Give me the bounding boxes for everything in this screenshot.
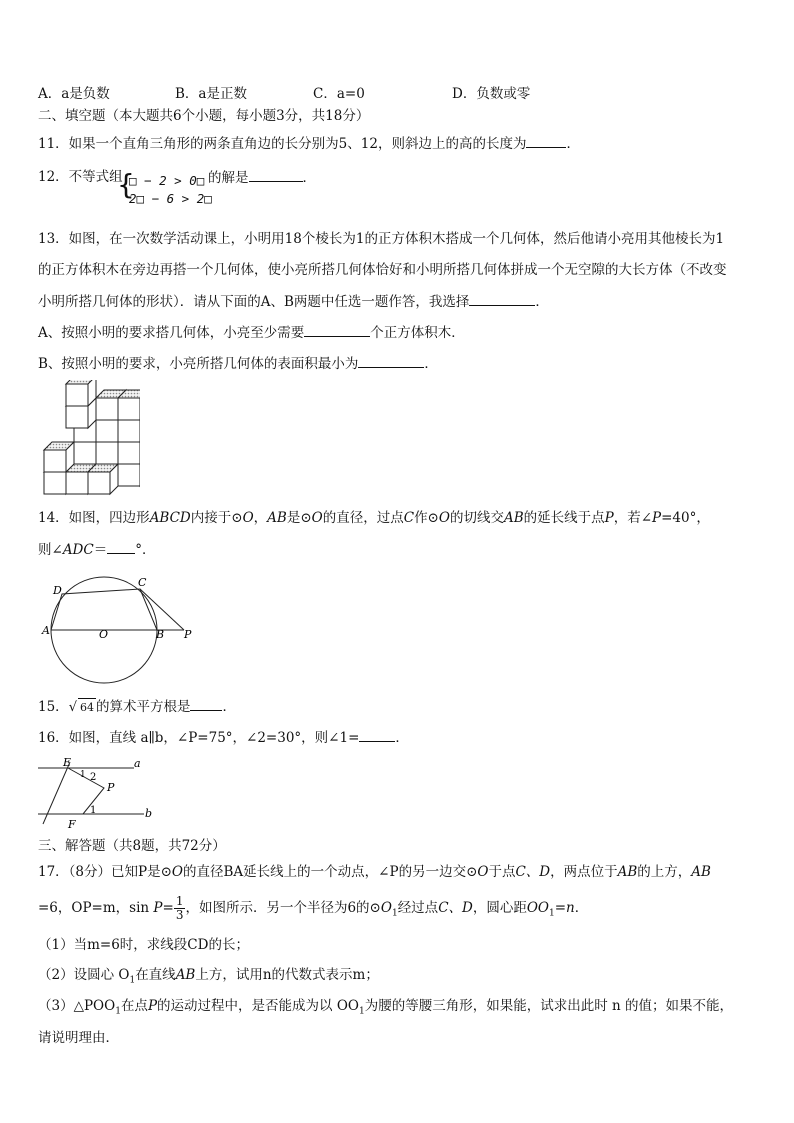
label-angle-sub: 1 — [80, 770, 86, 780]
fraction-one-third — [174, 895, 186, 922]
q14-mid5: 的切线交 — [449, 510, 504, 526]
parallel-figure — [38, 755, 158, 833]
q17-sub2-pre: （2）设圆心 O — [38, 967, 130, 983]
fraction-numerator: 1 — [175, 894, 184, 908]
q14-blank — [107, 540, 135, 554]
cube-front-face — [44, 472, 66, 494]
q13-part-a-tail: 个正方体积木． — [370, 325, 465, 341]
quad-dca — [51, 589, 157, 630]
option-b: B．a是正数 — [175, 86, 247, 102]
q17-sub2-tail: 上方，试用n的代数式表示m； — [195, 967, 379, 983]
q14-o3: O — [438, 510, 450, 526]
brace-icon: { — [117, 168, 135, 201]
q14-mid1: 内接于⊙ — [190, 510, 243, 526]
q17-sub3-s2: 1 — [358, 1006, 365, 1017]
q17-sub3-p: P — [147, 998, 158, 1014]
q14-abcd: ABCD — [149, 510, 191, 526]
q17-line1-pre: 17．（8分）已知P是⊙ — [38, 864, 172, 880]
fraction-denominator: 3 — [175, 908, 184, 922]
q17-sin: sin — [129, 900, 150, 916]
q14-mid7: ，若∠ — [613, 510, 653, 526]
q17-ab2: AB — [691, 864, 711, 880]
q17-sub1: （1）当m=6时，求线段CD的长； — [38, 937, 249, 953]
label-line-b: b — [145, 807, 153, 820]
cube-front-face — [96, 420, 118, 442]
q14-ab: AB — [267, 510, 287, 526]
q17-line1 — [38, 863, 711, 881]
cube-front-face — [66, 472, 88, 494]
cube-front-face — [96, 398, 118, 420]
q15-blank — [190, 697, 222, 711]
label-e: E — [63, 756, 72, 769]
q17-eq2: = — [554, 900, 567, 916]
q16-text: 16．如图，直线 a∥b，∠P=75°，∠2=30°，则∠1= — [38, 730, 360, 746]
q16-blank — [359, 728, 395, 742]
q14-p2: P — [652, 510, 662, 526]
tangent-cp — [140, 589, 184, 630]
q13-part-b-tail: ． — [424, 356, 438, 372]
q13-line3-tail: ． — [535, 294, 549, 310]
section3-title: 三、解答题（共8题，共72分） — [38, 838, 226, 854]
q14-pre: 14．如图，四边形 — [38, 510, 150, 526]
q14-c: C — [403, 510, 415, 526]
circle-figure — [38, 572, 198, 684]
section2-title: 二、填空题（本大题共6个小题，每小题3分，共18分） — [38, 108, 370, 124]
label-o: O — [99, 628, 109, 641]
option-c: C．a=0 — [313, 86, 365, 102]
q17-ab: AB — [617, 864, 638, 880]
q14-mid6: 的延长线于点 — [523, 510, 605, 526]
q12-row2: 2□ − 6 > 2□ — [129, 191, 212, 206]
q14-o2: O — [311, 510, 323, 526]
cube-front-face — [88, 472, 110, 494]
q14-line2-mid: ＝ — [93, 542, 108, 558]
q13-line1: 13．如图，在一次数学活动课上，小明用18个棱长为1的正方体积木搭成一个几何体，然后他请小亮用其他棱长为1 — [38, 231, 725, 247]
q12-row1: □ − 2 > 0□ — [129, 173, 205, 188]
q17-line1-mid2: 于点 — [488, 864, 516, 880]
q17-sub3 — [38, 997, 733, 1021]
q17-cd2: C、D — [438, 900, 473, 916]
label-angle-2: 2 — [90, 772, 97, 783]
q17-line2-mid: ，如图所示．另一个半径为6的⊙ — [185, 900, 381, 916]
q14-p: P — [604, 510, 614, 526]
q13-line3-text: 小明所搭几何体的形状）．请从下面的A、B两题中任选一题作答，我选择 — [38, 294, 470, 310]
label-line-a: a — [134, 757, 141, 770]
cube-front-face — [44, 450, 66, 472]
q12-suffix-line — [208, 168, 316, 187]
q11-text: 11．如果一个直角三角形的两条直角边的长分别为5、12，则斜边上的高的长度为 — [38, 136, 527, 152]
q13-choice-blank — [469, 292, 535, 306]
q17-n: n — [566, 900, 575, 916]
question-14-line1 — [38, 509, 710, 527]
option-a: A．a是负数 — [38, 86, 110, 102]
q17-sub2-mid: 在直线 — [135, 967, 176, 983]
cube-front-face — [118, 398, 140, 420]
q17-sub3-line2: 请说明理由． — [38, 1030, 119, 1046]
q17-line2-tail: ． — [574, 900, 589, 916]
q13-part-b-text: B、按照小明的要求，小亮所搭几何体的表面积最小为 — [38, 356, 359, 372]
label-c: C — [138, 576, 147, 589]
transversal-ef — [43, 762, 70, 824]
q17-line1-mid: 的直径BA延长线上的一个动点，∠P的另一边交⊙ — [183, 864, 478, 880]
q17-sub3-mid: 在点 — [120, 998, 148, 1014]
q17-sub3-tail: 为腰的等腰三角形，如果能，试求出此时 n 的值；如果不能， — [364, 998, 733, 1014]
cubes-figure — [40, 380, 140, 498]
q13-part-a-text: A、按照小明的要求搭几何体，小亮至少需要 — [38, 325, 305, 341]
label-p: P — [184, 628, 192, 641]
q12-suffix: 的解是 — [208, 170, 249, 186]
q12-tail: ． — [302, 170, 316, 186]
segments-epf — [68, 768, 104, 814]
q17-line1-mid4: 的上方， — [637, 864, 692, 880]
q17-o1-sub: 1 — [391, 908, 398, 919]
q13-part-a — [38, 323, 465, 342]
q17-line2-mid3: ，圆心距 — [472, 900, 527, 916]
cube-front-face — [74, 442, 96, 464]
q14-line2-tail: °． — [135, 542, 156, 558]
option-d: D．负数或零 — [452, 86, 531, 102]
q11-tail: ． — [566, 136, 580, 152]
q13-line3 — [38, 292, 549, 311]
q13-part-b — [38, 354, 438, 373]
q14-comma: ， — [253, 510, 268, 526]
q12-prefix: 12．不等式组 — [38, 169, 123, 185]
q17-oo1: OO — [526, 900, 549, 916]
q14-o1: O — [242, 510, 254, 526]
q17-o-b: O — [477, 864, 489, 880]
q17-line2-mid2: 经过点 — [397, 900, 439, 916]
q17-eq: = — [162, 900, 174, 916]
q17-o: O — [171, 864, 183, 880]
q17-line2-pre: =6，OP=m， — [38, 900, 130, 916]
q16-tail: ． — [395, 730, 409, 746]
q13-part-b-blank — [358, 354, 424, 368]
q14-adc: ADC — [62, 542, 94, 558]
q14-mid2: 是⊙ — [286, 510, 312, 526]
q17-oo1-sub: 1 — [548, 908, 555, 919]
label-f: F — [68, 818, 76, 831]
label-b: B — [156, 628, 165, 641]
label-a: A — [42, 624, 50, 637]
q14-mid3: 的直径，过点 — [322, 510, 404, 526]
q17-line2 — [38, 895, 588, 927]
question-12 — [38, 168, 123, 186]
q14-ab2: AB — [503, 510, 524, 526]
q14-mid4: 作⊙ — [414, 510, 439, 526]
q15-pre: 15． — [38, 699, 69, 715]
q17-sub3-mid2: 的运动过程中，是否能成为以 OO — [157, 998, 359, 1014]
radical-icon: √ — [68, 700, 77, 715]
cube-front-face — [118, 464, 140, 486]
q17-sub2-ab: AB — [175, 967, 196, 983]
question-11 — [38, 134, 580, 153]
question-14-line2 — [38, 540, 155, 559]
q15-radicand: 64 — [78, 698, 96, 717]
q15-mid: 的算术平方根是 — [95, 699, 191, 715]
q17-p: P — [153, 900, 163, 916]
q17-sub3-s1: 1 — [115, 1006, 121, 1017]
cube-front-face — [96, 442, 118, 464]
label-d: D — [53, 584, 62, 597]
q14-line2-pre: 则∠ — [38, 542, 63, 558]
q13-line2: 的正方体积木在旁边再搭一个几何体，使小亮所搭几何体恰好和小明所搭几何体拼成一个无空隙的大长方体（不改变 — [38, 262, 727, 278]
cube-front-face — [66, 384, 88, 406]
q15-tail: ． — [222, 699, 236, 715]
q17-cd: C、D — [515, 864, 551, 880]
label-p: P — [107, 781, 115, 794]
q11-blank — [526, 134, 566, 148]
q17-sub2-sub: 1 — [129, 975, 136, 986]
q17-line1-mid3: ，两点位于 — [550, 864, 618, 880]
q17-o1: O — [380, 900, 392, 916]
q17-sub3-pre: （3）△POO — [38, 998, 116, 1014]
cube-front-face — [66, 406, 88, 428]
q12-blank — [249, 168, 303, 182]
question-15 — [38, 697, 236, 717]
question-16 — [38, 728, 409, 747]
cube-front-face — [118, 420, 140, 442]
q14-mid8: =40°， — [661, 510, 710, 526]
q17-sub2 — [38, 966, 379, 990]
cube-front-face — [118, 442, 140, 464]
label-angle-1: 1 — [90, 805, 97, 816]
q13-part-a-blank — [304, 323, 370, 337]
